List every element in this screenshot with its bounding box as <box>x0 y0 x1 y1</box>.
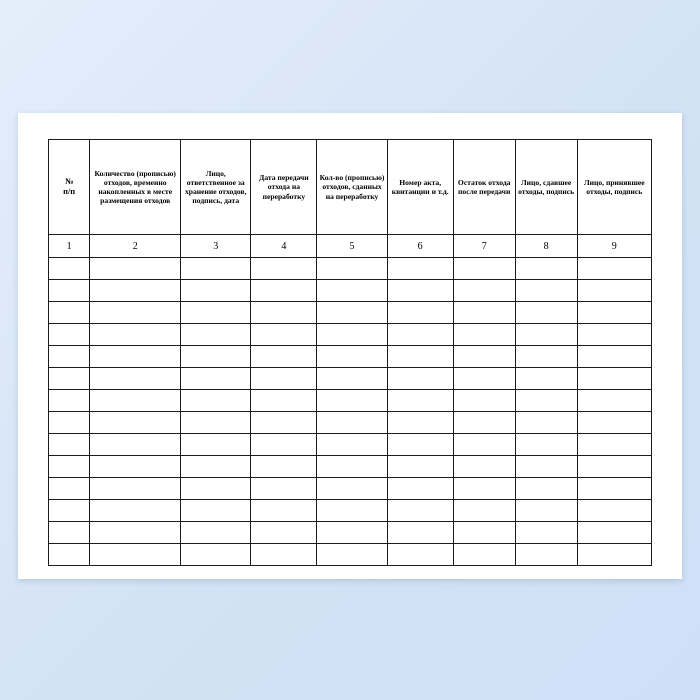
table-cell[interactable] <box>181 346 251 368</box>
table-cell[interactable] <box>181 302 251 324</box>
table-cell[interactable] <box>387 434 453 456</box>
table-cell[interactable] <box>453 324 515 346</box>
table-cell[interactable] <box>251 368 317 390</box>
column-header-2 <box>90 140 181 235</box>
table-cell[interactable] <box>577 368 651 390</box>
table-cell[interactable] <box>317 500 387 522</box>
column-number-cell: 1 <box>49 235 90 258</box>
table-cell[interactable] <box>251 324 317 346</box>
table-cell[interactable] <box>387 280 453 302</box>
table-cell[interactable] <box>515 390 577 412</box>
table-cell[interactable] <box>317 522 387 544</box>
paper-sheet <box>18 113 682 579</box>
table-row[interactable] <box>49 478 652 500</box>
table-cell[interactable] <box>577 302 651 324</box>
table-cell[interactable] <box>49 544 90 566</box>
table-cell[interactable] <box>251 390 317 412</box>
table-cell[interactable] <box>90 368 181 390</box>
column-number-cell: 7 <box>453 235 515 258</box>
table-cell[interactable] <box>453 478 515 500</box>
table-cell[interactable] <box>515 500 577 522</box>
column-header-line: Лицо, принявшее отходы, подпись <box>583 177 645 196</box>
table-header <box>49 140 652 235</box>
column-number-cell: 3 <box>181 235 251 258</box>
table-cell[interactable] <box>515 456 577 478</box>
table-cell[interactable] <box>387 324 453 346</box>
column-number-cell: 9 <box>577 235 651 258</box>
table-cell[interactable] <box>90 280 181 302</box>
table-cell[interactable] <box>49 390 90 412</box>
column-number-cell: 5 <box>317 235 387 258</box>
column-header-line: п/п <box>63 187 76 196</box>
table-row[interactable] <box>49 500 652 522</box>
table-cell[interactable] <box>49 368 90 390</box>
table-cell[interactable] <box>317 368 387 390</box>
table-row[interactable] <box>49 324 652 346</box>
table-row[interactable] <box>49 544 652 566</box>
table-row[interactable] <box>49 522 652 544</box>
table-cell[interactable] <box>387 258 453 280</box>
table-cell[interactable] <box>577 280 651 302</box>
column-header-line: Кол-во (прописью) отходов, сданных на переработку <box>319 173 385 201</box>
table-cell[interactable] <box>453 368 515 390</box>
column-header-3 <box>181 140 251 235</box>
table-cell[interactable] <box>181 324 251 346</box>
table-cell[interactable] <box>90 500 181 522</box>
table-cell[interactable] <box>387 368 453 390</box>
table-cell[interactable] <box>453 522 515 544</box>
table-cell[interactable] <box>577 544 651 566</box>
table-cell[interactable] <box>515 478 577 500</box>
table-cell[interactable] <box>49 456 90 478</box>
table-cell[interactable] <box>387 412 453 434</box>
table-cell[interactable] <box>453 412 515 434</box>
column-header-line: Количество (прописью) отходов, временно накопленных в месте размещения отходов <box>94 168 176 206</box>
table-cell[interactable] <box>251 258 317 280</box>
column-number-cell: 4 <box>251 235 317 258</box>
column-header-9 <box>577 140 651 235</box>
column-number-cell: 8 <box>515 235 577 258</box>
table-cell[interactable] <box>515 544 577 566</box>
table-cell[interactable] <box>49 258 90 280</box>
table-cell[interactable] <box>515 302 577 324</box>
table-cell[interactable] <box>453 280 515 302</box>
table-cell[interactable] <box>577 390 651 412</box>
table-cell[interactable] <box>317 346 387 368</box>
table-cell[interactable] <box>577 434 651 456</box>
table-cell[interactable] <box>49 478 90 500</box>
header-row <box>49 140 652 235</box>
table-cell[interactable] <box>453 390 515 412</box>
column-header-line: Номер акта, квитанции и т.д. <box>391 177 449 196</box>
table-cell[interactable] <box>90 346 181 368</box>
table-row[interactable] <box>49 456 652 478</box>
table-cell[interactable] <box>49 324 90 346</box>
table-cell[interactable] <box>251 434 317 456</box>
table-cell[interactable] <box>515 434 577 456</box>
column-header-line: Дата передачи отхода на переработку <box>259 173 309 201</box>
table-cell[interactable] <box>90 324 181 346</box>
table-cell[interactable] <box>49 522 90 544</box>
column-header-7 <box>453 140 515 235</box>
table-cell[interactable] <box>181 412 251 434</box>
table-cell[interactable] <box>90 434 181 456</box>
table-cell[interactable] <box>317 390 387 412</box>
table-cell[interactable] <box>453 500 515 522</box>
table-cell[interactable] <box>453 302 515 324</box>
column-header-5 <box>317 140 387 235</box>
table-cell[interactable] <box>453 258 515 280</box>
table-row[interactable] <box>49 280 652 302</box>
table-row[interactable] <box>49 390 652 412</box>
table-cell[interactable] <box>387 544 453 566</box>
column-number-cell: 6 <box>387 235 453 258</box>
column-number-cell: 2 <box>90 235 181 258</box>
table-cell[interactable] <box>453 456 515 478</box>
table-cell[interactable] <box>181 544 251 566</box>
table-cell[interactable] <box>90 302 181 324</box>
table-cell[interactable] <box>515 280 577 302</box>
table-cell[interactable] <box>251 280 317 302</box>
table-cell[interactable] <box>387 500 453 522</box>
table-cell[interactable] <box>387 390 453 412</box>
column-number-row <box>49 235 652 258</box>
table-cell[interactable] <box>90 390 181 412</box>
table-cell[interactable] <box>90 412 181 434</box>
table-cell[interactable] <box>251 500 317 522</box>
table-cell[interactable] <box>251 302 317 324</box>
table-cell[interactable] <box>251 522 317 544</box>
table-area <box>48 139 652 554</box>
column-header-4 <box>251 140 317 235</box>
table-cell[interactable] <box>181 258 251 280</box>
table-cell[interactable] <box>49 412 90 434</box>
column-header-line: Остаток отхода после передачи <box>457 177 511 196</box>
table-cell[interactable] <box>181 368 251 390</box>
table-cell[interactable] <box>49 302 90 324</box>
table-cell[interactable] <box>515 346 577 368</box>
table-row[interactable] <box>49 434 652 456</box>
column-header-8 <box>515 140 577 235</box>
table-cell[interactable] <box>453 544 515 566</box>
table-cell[interactable] <box>317 544 387 566</box>
table-cell[interactable] <box>181 522 251 544</box>
table-cell[interactable] <box>90 522 181 544</box>
table-row[interactable] <box>49 368 652 390</box>
table-cell[interactable] <box>577 346 651 368</box>
column-header-1 <box>49 140 90 235</box>
table-cell[interactable] <box>49 346 90 368</box>
table-cell[interactable] <box>515 258 577 280</box>
table-cell[interactable] <box>317 302 387 324</box>
table-cell[interactable] <box>181 434 251 456</box>
table-cell[interactable] <box>317 258 387 280</box>
table-cell[interactable] <box>90 456 181 478</box>
table-cell[interactable] <box>453 434 515 456</box>
table-cell[interactable] <box>515 522 577 544</box>
waste-log-table <box>48 139 652 566</box>
table-cell[interactable] <box>181 456 251 478</box>
table-cell[interactable] <box>577 522 651 544</box>
table-cell[interactable] <box>251 456 317 478</box>
column-header-6 <box>387 140 453 235</box>
table-cell[interactable] <box>181 280 251 302</box>
column-header-line: № <box>64 176 74 186</box>
table-row[interactable] <box>49 258 652 280</box>
table-cell[interactable] <box>181 390 251 412</box>
table-cell[interactable] <box>577 324 651 346</box>
table-cell[interactable] <box>317 324 387 346</box>
table-cell[interactable] <box>577 500 651 522</box>
table-cell[interactable] <box>49 434 90 456</box>
table-cell[interactable] <box>387 456 453 478</box>
table-cell[interactable] <box>515 324 577 346</box>
table-cell[interactable] <box>251 544 317 566</box>
table-cell[interactable] <box>515 412 577 434</box>
table-cell[interactable] <box>387 522 453 544</box>
table-cell[interactable] <box>577 478 651 500</box>
table-cell[interactable] <box>387 346 453 368</box>
table-cell[interactable] <box>251 346 317 368</box>
table-cell[interactable] <box>317 456 387 478</box>
column-header-line: Лицо, ответственное за хранение отходов, подпись, дата <box>184 168 247 206</box>
table-row[interactable] <box>49 412 652 434</box>
table-row[interactable] <box>49 302 652 324</box>
table-cell[interactable] <box>90 478 181 500</box>
table-cell[interactable] <box>317 412 387 434</box>
table-cell[interactable] <box>317 280 387 302</box>
table-cell[interactable] <box>49 500 90 522</box>
table-cell[interactable] <box>577 258 651 280</box>
table-cell[interactable] <box>49 280 90 302</box>
table-cell[interactable] <box>577 412 651 434</box>
table-cell[interactable] <box>577 456 651 478</box>
table-cell[interactable] <box>90 258 181 280</box>
table-cell[interactable] <box>317 478 387 500</box>
table-cell[interactable] <box>387 478 453 500</box>
table-row[interactable] <box>49 346 652 368</box>
table-cell[interactable] <box>181 500 251 522</box>
table-cell[interactable] <box>90 544 181 566</box>
table-cell[interactable] <box>387 302 453 324</box>
table-cell[interactable] <box>251 478 317 500</box>
table-cell[interactable] <box>251 412 317 434</box>
table-cell[interactable] <box>515 368 577 390</box>
table-body <box>49 235 652 566</box>
table-cell[interactable] <box>181 478 251 500</box>
column-header-line: Лицо, сдавшее отходы, подпись <box>518 177 575 196</box>
table-cell[interactable] <box>317 434 387 456</box>
table-cell[interactable] <box>453 346 515 368</box>
